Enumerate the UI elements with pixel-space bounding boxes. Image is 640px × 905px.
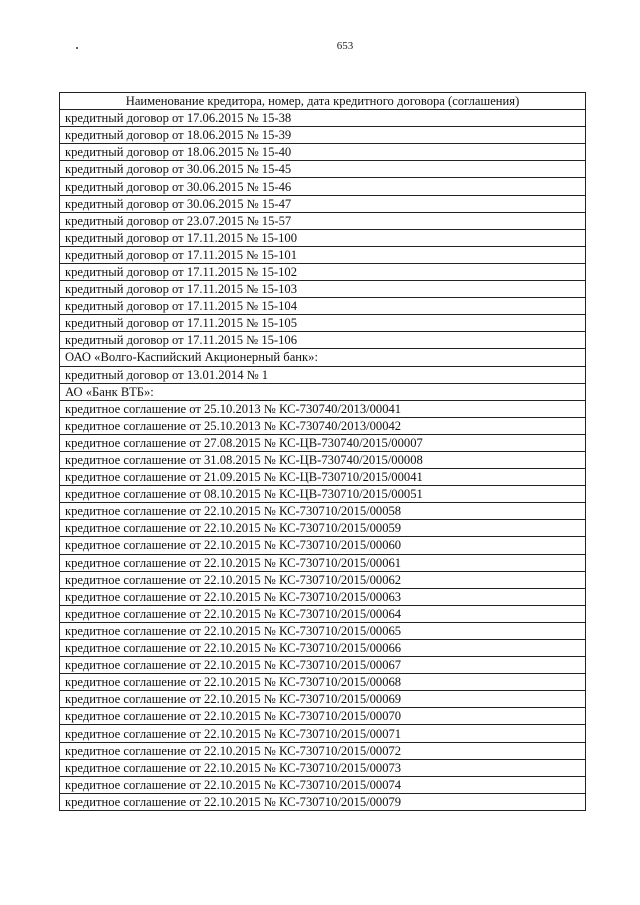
- table-cell: кредитное соглашение от 22.10.2015 № КС-730710/2015/00069: [60, 691, 586, 708]
- table-header-cell: Наименование кредитора, номер, дата кредитного договора (соглашения): [60, 93, 586, 110]
- table-row: [60, 588, 586, 605]
- table-cell: кредитный договор от 18.06.2015 № 15-39: [60, 127, 586, 144]
- table-row: [60, 725, 586, 742]
- table-row: [60, 281, 586, 298]
- table-cell: кредитное соглашение от 22.10.2015 № КС-730710/2015/00071: [60, 725, 586, 742]
- table-cell: кредитное соглашение от 22.10.2015 № КС-730710/2015/00061: [60, 554, 586, 571]
- table-cell: кредитное соглашение от 22.10.2015 № КС-730710/2015/00062: [60, 571, 586, 588]
- table-row: [60, 657, 586, 674]
- table-row: [60, 451, 586, 468]
- table-cell: кредитное соглашение от 22.10.2015 № КС-730710/2015/00060: [60, 537, 586, 554]
- table-cell: кредитный договор от 17.11.2015 № 15-102: [60, 263, 586, 280]
- table-row: [60, 263, 586, 280]
- table-row: [60, 571, 586, 588]
- table-cell: кредитное соглашение от 22.10.2015 № КС-730710/2015/00074: [60, 776, 586, 793]
- table-cell: кредитный договор от 17.11.2015 № 15-106: [60, 332, 586, 349]
- table-cell: кредитный договор от 23.07.2015 № 15-57: [60, 212, 586, 229]
- table-row: [60, 486, 586, 503]
- table-row: [60, 605, 586, 622]
- table-cell: кредитный договор от 30.06.2015 № 15-46: [60, 178, 586, 195]
- table-cell: кредитное соглашение от 22.10.2015 № КС-730710/2015/00070: [60, 708, 586, 725]
- table-row: [60, 110, 586, 127]
- table-row: [60, 178, 586, 195]
- table-row: [60, 144, 586, 161]
- table-cell: кредитное соглашение от 25.10.2013 № КС-730740/2013/00041: [60, 400, 586, 417]
- table-row: [60, 640, 586, 657]
- table-cell: кредитное соглашение от 27.08.2015 № КС-ЦВ-730740/2015/00007: [60, 434, 586, 451]
- table-cell: кредитный договор от 17.06.2015 № 15-38: [60, 110, 586, 127]
- table-row: [60, 793, 586, 810]
- table-cell: кредитное соглашение от 22.10.2015 № КС-730710/2015/00072: [60, 742, 586, 759]
- table-cell: кредитное соглашение от 22.10.2015 № КС-730710/2015/00064: [60, 605, 586, 622]
- table-row: [60, 434, 586, 451]
- table-row: [60, 537, 586, 554]
- table-body: [60, 110, 586, 811]
- table-cell: кредитное соглашение от 31.08.2015 № КС-ЦВ-730740/2015/00008: [60, 451, 586, 468]
- page-number: 653: [336, 40, 354, 52]
- table-cell: кредитное соглашение от 22.10.2015 № КС-730710/2015/00068: [60, 674, 586, 691]
- table-cell: кредитное соглашение от 22.10.2015 № КС-730710/2015/00073: [60, 759, 586, 776]
- table-cell: кредитное соглашение от 08.10.2015 № КС-ЦВ-730710/2015/00051: [60, 486, 586, 503]
- table-row: [60, 349, 586, 366]
- table-row: [60, 298, 586, 315]
- table-cell: кредитный договор от 17.11.2015 № 15-105: [60, 315, 586, 332]
- table-cell: ОАО «Волго-Каспийский Акционерный банк»:: [60, 349, 586, 366]
- table-cell: АО «Банк ВТБ»:: [60, 383, 586, 400]
- table-row: [60, 366, 586, 383]
- table-header-row: [60, 93, 586, 110]
- table-cell: кредитное соглашение от 22.10.2015 № КС-730710/2015/00059: [60, 520, 586, 537]
- table-cell: кредитный договор от 13.01.2014 № 1: [60, 366, 586, 383]
- table-row: [60, 742, 586, 759]
- table-row: [60, 520, 586, 537]
- table-cell: кредитный договор от 17.11.2015 № 15-104: [60, 298, 586, 315]
- table-row: [60, 708, 586, 725]
- table-cell: кредитное соглашение от 22.10.2015 № КС-730710/2015/00066: [60, 640, 586, 657]
- table-cell: кредитное соглашение от 22.10.2015 № КС-730710/2015/00079: [60, 793, 586, 810]
- table-cell: кредитный договор от 17.11.2015 № 15-101: [60, 246, 586, 263]
- table-row: [60, 127, 586, 144]
- table-row: [60, 315, 586, 332]
- table-row: [60, 212, 586, 229]
- table-row: [60, 229, 586, 246]
- table-row: [60, 195, 586, 212]
- table-cell: кредитный договор от 30.06.2015 № 15-47: [60, 195, 586, 212]
- table-cell: кредитный договор от 30.06.2015 № 15-45: [60, 161, 586, 178]
- table-row: [60, 554, 586, 571]
- table-row: [60, 503, 586, 520]
- table-cell: кредитный договор от 18.06.2015 № 15-40: [60, 144, 586, 161]
- table-row: [60, 332, 586, 349]
- table-cell: кредитное соглашение от 25.10.2013 № КС-730740/2013/00042: [60, 417, 586, 434]
- table-row: [60, 161, 586, 178]
- table-cell: кредитное соглашение от 22.10.2015 № КС-730710/2015/00067: [60, 657, 586, 674]
- table-row: [60, 400, 586, 417]
- table-row: [60, 246, 586, 263]
- table-row: [60, 691, 586, 708]
- table-row: [60, 622, 586, 639]
- table-row: [60, 776, 586, 793]
- table-row: [60, 417, 586, 434]
- table-cell: кредитное соглашение от 22.10.2015 № КС-730710/2015/00058: [60, 503, 586, 520]
- creditors-table: [59, 92, 586, 811]
- table-cell: кредитное соглашение от 22.10.2015 № КС-730710/2015/00065: [60, 622, 586, 639]
- table-cell: кредитное соглашение от 22.10.2015 № КС-730710/2015/00063: [60, 588, 586, 605]
- table-cell: кредитный договор от 17.11.2015 № 15-103: [60, 281, 586, 298]
- table-row: [60, 383, 586, 400]
- table-row: [60, 759, 586, 776]
- table-cell: кредитный договор от 17.11.2015 № 15-100: [60, 229, 586, 246]
- table-row: [60, 674, 586, 691]
- table-row: [60, 469, 586, 486]
- table-cell: кредитное соглашение от 21.09.2015 № КС-ЦВ-730710/2015/00041: [60, 469, 586, 486]
